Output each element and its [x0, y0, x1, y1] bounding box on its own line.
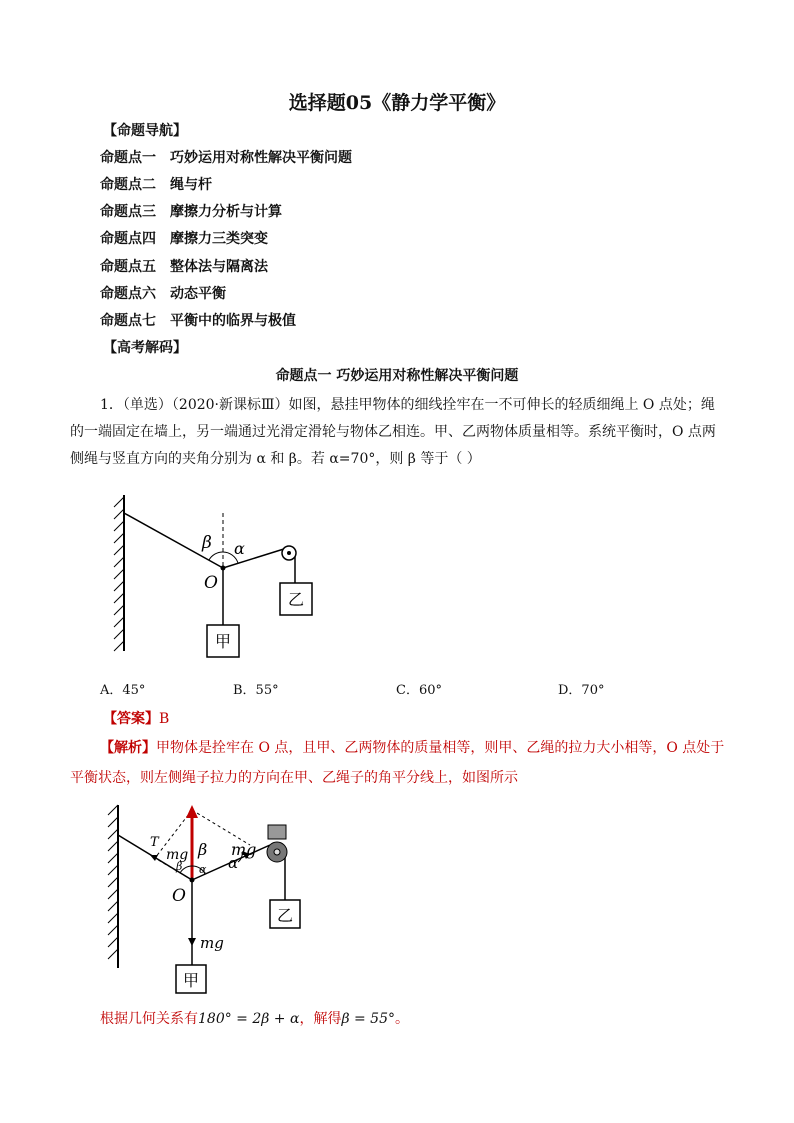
conclusion-equation-2: β = 55° [341, 1011, 395, 1027]
label-beta: β [202, 533, 212, 553]
node-O [190, 878, 195, 883]
label-jia: 甲 [182, 971, 200, 990]
nav-item-text: 整体法与隔离法 [170, 259, 268, 275]
nav-item-7 [100, 310, 296, 330]
nav-item-label: 命题点五 [100, 259, 156, 275]
nav-item-label: 命题点四 [100, 231, 156, 247]
nav-item-text: 绳与杆 [170, 177, 212, 193]
analysis-body: 甲物体是拴牢在 O 点，且甲、乙两物体的质量相等，则甲、乙绳的拉力大小相等，O 点处于平衡状态，则左侧绳子拉力的方向在甲、乙绳子的角平分线上，如图所示 [70, 740, 725, 786]
conclusion-line [100, 1008, 409, 1028]
conclusion-equation-1: 180° = 2β + α [198, 1011, 300, 1027]
option-c[interactable]: C．60° [396, 683, 442, 698]
nav-item-label: 命题点二 [100, 177, 156, 193]
node-O [221, 566, 226, 571]
nav-item-text: 摩擦力分析与计算 [170, 204, 282, 220]
beta-arc [209, 552, 223, 560]
nav-item-2 [100, 174, 212, 194]
nav-item-text: 动态平衡 [170, 286, 226, 302]
label-alpha: α [234, 539, 245, 558]
nav-item-1 [100, 147, 352, 167]
nav-item-label: 命题点一 [100, 150, 156, 166]
label-alpha-right: α [228, 854, 239, 872]
wall-hatching [108, 805, 118, 959]
label-O: O [204, 573, 218, 593]
topic-subtitle: 命题点一 巧妙运用对称性解决平衡问题 [275, 368, 519, 384]
nav-item-label: 命题点三 [100, 204, 156, 220]
label-jia: 甲 [214, 632, 232, 651]
section-header-nav: 【命题导航】 [103, 123, 187, 139]
pulley-axle [274, 849, 280, 855]
label-mg-right: mg [231, 840, 257, 859]
label-O: O [172, 886, 186, 906]
label-beta-top: β [198, 840, 208, 859]
option-b[interactable]: B．55° [233, 683, 279, 698]
nav-item-5 [100, 256, 268, 276]
conclusion-prefix: 根据几何关系有 [100, 1011, 198, 1027]
analysis-text [70, 733, 725, 793]
conclusion-end: 。 [395, 1011, 409, 1027]
nav-item-label: 命题点七 [100, 313, 156, 329]
nav-item-4 [100, 228, 268, 248]
label-beta-low: β [176, 860, 183, 873]
label-mg-left: mg [166, 847, 189, 863]
label-yi: 乙 [276, 906, 294, 925]
label-mg-down: mg [200, 934, 224, 952]
figure-2-force-diagram [100, 800, 320, 995]
answer-label: 【答案】 [103, 711, 159, 727]
figure-1-diagram [112, 493, 332, 663]
label-yi: 乙 [287, 590, 305, 609]
resultant-arrowhead [186, 805, 198, 818]
analysis-label: 【解析】 [100, 740, 156, 756]
question-text: 1．（单选）（2020·新课标Ⅲ）如图，悬挂甲物体的细线拴牢在一不可伸长的轻质细绳上 O 点处；绳的一端固定在墙上，另一端通过光滑定滑轮与物体乙相连。甲、乙两物体质量相等。系统平衡时，O 点两侧绳与竖直方向的夹角分别为 α 和 β。若 α=70°，则 β 等于（ ） [70, 397, 716, 467]
option-a[interactable]: A．45° [100, 683, 146, 698]
nav-item-text: 巧妙运用对称性解决平衡问题 [170, 150, 352, 166]
arrowhead-mg-down [188, 938, 196, 946]
nav-item-3 [100, 201, 282, 221]
page-title: 选择题05《静力学平衡》 [288, 92, 506, 114]
pulley-mount [268, 825, 286, 839]
label-alpha-low: α [199, 863, 207, 876]
nav-item-text: 平衡中的临界与极值 [170, 313, 296, 329]
answer-line [103, 708, 169, 728]
section-header-exam: 【高考解码】 [103, 340, 187, 356]
nav-item-label: 命题点六 [100, 286, 156, 302]
answer-value: B [159, 711, 170, 727]
nav-item-6 [100, 283, 226, 303]
conclusion-mid: ，解得 [299, 1011, 342, 1027]
label-T: T [150, 835, 159, 850]
option-d[interactable]: D．70° [558, 683, 605, 698]
wall-hatching [114, 497, 124, 651]
nav-item-text: 摩擦力三类突变 [170, 231, 268, 247]
rope-right [223, 548, 287, 568]
pulley-axle [287, 551, 291, 555]
